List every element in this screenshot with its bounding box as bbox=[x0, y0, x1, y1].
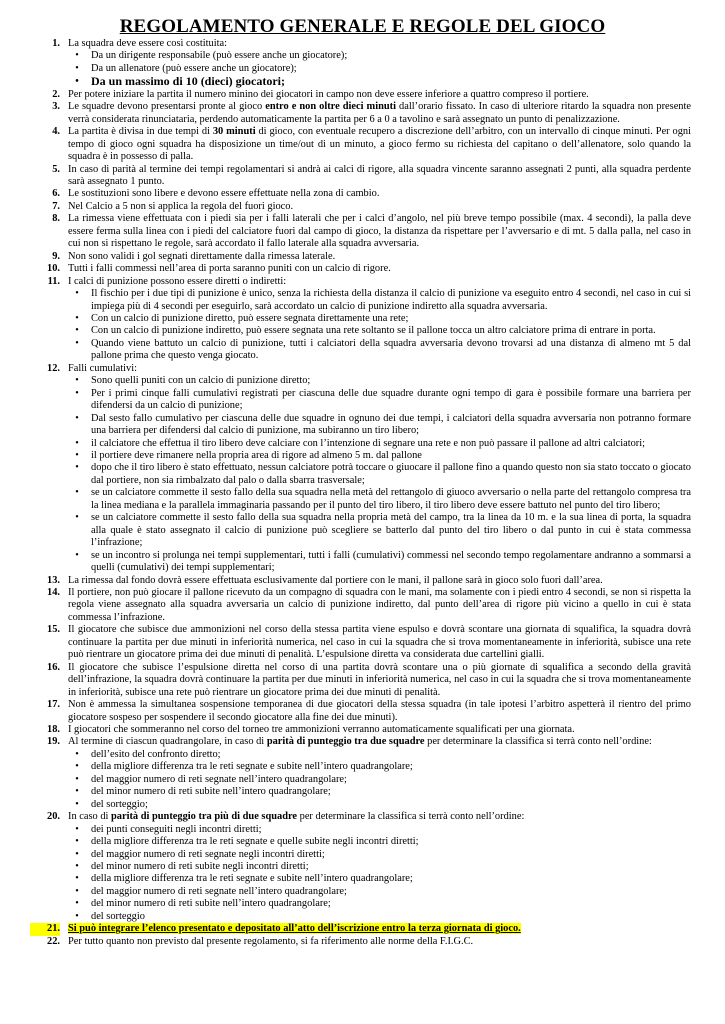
bullet-icon: • bbox=[75, 313, 79, 325]
bullet-text: dei punti conseguiti negli incontri diretti; bbox=[91, 823, 262, 835]
bullet-icon: • bbox=[75, 873, 79, 885]
rule-bullet-item bbox=[0, 886, 725, 898]
bullet-text: se un incontro si prolunga nei tempi supplementari, tutti i falli (cumulativi) commessi nel secondo tempo regolamentare andranno a sommarsi a quelli (cumulativi) dei tempi supplementari; bbox=[91, 549, 691, 574]
emphasis-text: parità di punteggio tra due squadre bbox=[266, 736, 425, 748]
bullet-text: del maggior numero di reti segnate nell’intero quadrangolare; bbox=[91, 773, 347, 785]
rule-bullet-item bbox=[0, 799, 725, 811]
bullet-text: se un calciatore commette il sesto fallo della sua squadra nella metà del rettangolo di giuoco avversario o nella parte del rettangolo compresa tra la linea mediana e la parallela immaginaria passando per il punto del tiro libero, il tiro libero deve essere battuto nel punto del tiro libero; bbox=[91, 487, 691, 511]
bullet-text: se un calciatore commette il sesto fallo della sua squadra nella propria metà del campo, tra la linea da 10 m. e la sua linea di porta, la squadra alla quale è stato assegnato il calcio di punizione può scegliere se batterlo dal punto del tiro libero o dal punto in cui è stata commessa l’infrazione; bbox=[91, 512, 691, 549]
rule-text: Il portiere, non può giocare il pallone ricevuto da un compagno di squadra con le mani, ma solamente con i piedi entro 4 secondi, se non si rispetta la regola viene assegnato alla squadra avversaria un calcio di punizione indiretto, dal punto dell’area di rigore più vicino a quello in cui è stata commessa l’infrazione. bbox=[68, 586, 691, 623]
bullet-text: del minor numero di reti subite nell’intero quadrangolare; bbox=[91, 898, 331, 910]
emphasis-text: parità di punteggio tra più di due squadre bbox=[111, 811, 298, 823]
bullet-icon: • bbox=[75, 387, 79, 399]
rule-number: 2. bbox=[52, 88, 60, 100]
rule-number: 15. bbox=[47, 624, 60, 636]
rule-bullet-item bbox=[0, 338, 725, 363]
rule-text: In caso di parità di punteggio tra più di due squadre per determinare la classifica si terrà conto nell’ordine: bbox=[68, 811, 525, 823]
rule-item bbox=[0, 101, 725, 126]
document-title: REGOLAMENTO GENERALE E REGOLE DEL GIOCO bbox=[119, 16, 606, 37]
bullet-text: Quando viene battuto un calcio di punizione, tutti i calciatori della squadra avversaria devono trovarsi ad una distanza di almeno mt 5 dal pallone prima che questo venga giocato. bbox=[91, 337, 691, 362]
bullet-icon: • bbox=[75, 487, 79, 499]
rule-item bbox=[0, 164, 725, 189]
rule-bullet-item bbox=[0, 75, 725, 89]
rule-text: La squadra deve essere così costituita: bbox=[68, 38, 227, 49]
rule-number: 22. bbox=[47, 935, 60, 947]
bullet-icon: • bbox=[75, 860, 79, 872]
rule-number: 20. bbox=[47, 811, 60, 823]
bullet-icon: • bbox=[75, 412, 79, 424]
bullet-icon: • bbox=[75, 512, 79, 524]
bullet-icon: • bbox=[75, 288, 79, 300]
rule-number: 19. bbox=[47, 736, 60, 748]
rule-text: La partita è divisa in due tempi di 30 minuti di gioco, con eventuale recupero a discrezione dell’arbitro, con un intervallo di cinque minuti. Per ogni tempo di gioco ogni squadra ha disposizione un time/out di un minuto, a gioco fermo su richiesta del capitano o dell’allenatore, solo quando la squadra è in possesso di palla. bbox=[68, 126, 692, 163]
bullet-icon: • bbox=[75, 450, 79, 461]
bullet-text: Sono quelli puniti con un calcio di punizione diretto; bbox=[91, 375, 311, 387]
rule-item bbox=[0, 936, 725, 948]
rule-bullet-item bbox=[0, 898, 725, 910]
bullet-icon: • bbox=[75, 786, 79, 798]
bullet-icon: • bbox=[75, 910, 79, 922]
bullet-icon: • bbox=[75, 798, 79, 810]
rule-text: Al termine di ciascun quadrangolare, in caso di parità di punteggio tra due squadre per determinare la classifica si terrà conto nell’ordine: bbox=[68, 736, 652, 748]
rule-item bbox=[0, 923, 725, 935]
rule-bullet-item bbox=[0, 786, 725, 798]
bullet-text: Dal sesto fallo cumulativo per ciascuna delle due squadre in ognuno dei due tempi, i calciatori della squadra avversaria non potranno formare una barriera per difendersi dal calcio di punizione, ma subiranno un tiro libero; bbox=[91, 412, 691, 437]
rule-text: Si può integrare l’elenco presentato e depositato all’atto dell’iscrizione entro la terza giornata di gioco. bbox=[68, 923, 521, 935]
bullet-text: il calciatore che effettua il tiro libero deve calciare con l’intenzione di segnare una rete e non può passare il pallone ad altri calciatori; bbox=[91, 437, 646, 449]
bullet-icon: • bbox=[75, 462, 79, 474]
rule-bullet-item bbox=[0, 550, 725, 575]
rule-item bbox=[0, 587, 725, 624]
rule-bullet-item bbox=[0, 873, 725, 885]
bullet-icon: • bbox=[75, 773, 79, 785]
rule-item bbox=[0, 662, 725, 699]
rule-text: I giocatori che sommeranno nel corso del torneo tre ammonizioni verranno automaticamente squalificati per una giornata. bbox=[68, 723, 575, 735]
bullet-icon: • bbox=[75, 337, 79, 349]
bullet-text: Con un calcio di punizione indiretto, può essere segnata una rete soltanto se il pallone tocca un altro calciatore prima di entrare in porta. bbox=[91, 325, 656, 337]
rule-number: 1. bbox=[52, 38, 60, 49]
rule-item bbox=[0, 213, 725, 250]
bullet-text: dopo che il tiro libero è stato effettuato, nessun calciatore potrà toccare o giuocare il pallone fino a quando questo non sia stato toccato o giocato dal portiere, non sia rimbalzato dal palo o dalla sbarra trasversale; bbox=[91, 462, 691, 486]
rule-item bbox=[0, 201, 725, 213]
rule-number: 11. bbox=[47, 275, 60, 287]
bullet-text: Da un massimo di 10 (dieci) giocatori; bbox=[91, 74, 285, 89]
rule-item bbox=[0, 89, 725, 101]
bullet-icon: • bbox=[75, 375, 79, 387]
emphasis-text: entro e non oltre dieci minuti bbox=[265, 101, 396, 113]
rule-number: 8. bbox=[52, 213, 60, 225]
rule-number: 3. bbox=[52, 101, 60, 113]
rule-text: Le sostituzioni sono libere e devono essere effettuate nella zona di cambio. bbox=[68, 188, 380, 200]
rule-bullet-item bbox=[0, 749, 725, 761]
rule-bullet-item bbox=[0, 325, 725, 337]
bullet-icon: • bbox=[75, 50, 79, 62]
bullet-icon: • bbox=[75, 898, 79, 910]
bullet-icon: • bbox=[75, 748, 79, 760]
bullet-text: della migliore differenza tra le reti segnate e quelle subite negli incontri diretti; bbox=[91, 836, 419, 848]
bullet-text: Da un dirigente responsabile (può essere anche un giocatore); bbox=[91, 50, 348, 62]
bullet-icon: • bbox=[75, 549, 79, 561]
rule-item bbox=[0, 126, 725, 163]
rule-text: La rimessa dal fondo dovrà essere effettuata esclusivamente dal portiere con le mani, il pallone sarà in gioco solo fuori dall’area. bbox=[68, 574, 603, 586]
rule-bullet-item bbox=[0, 761, 725, 773]
rule-item bbox=[0, 363, 725, 375]
rule-number: 9. bbox=[52, 250, 60, 262]
bullet-icon: • bbox=[75, 761, 79, 773]
rule-item bbox=[0, 263, 725, 275]
bullet-text: del maggior numero di reti segnate negli incontri diretti; bbox=[91, 848, 325, 860]
bullet-icon: • bbox=[75, 848, 79, 860]
rule-item bbox=[0, 38, 725, 50]
rule-bullet-item bbox=[0, 375, 725, 387]
rule-item bbox=[0, 699, 725, 724]
bullet-icon: • bbox=[75, 62, 79, 74]
bullet-text: Con un calcio di punizione diretto, può essere segnata direttamente una rete; bbox=[91, 313, 409, 325]
rule-item bbox=[0, 276, 725, 288]
bullet-text: del minor numero di reti subite nell’intero quadrangolare; bbox=[91, 786, 331, 798]
bullet-icon: • bbox=[75, 823, 79, 835]
rule-item bbox=[0, 724, 725, 736]
rule-item bbox=[0, 736, 725, 748]
rule-text: Tutti i falli commessi nell’area di porta saranno puniti con un calcio di rigore. bbox=[68, 263, 391, 275]
rule-number: 7. bbox=[52, 200, 60, 212]
rule-number: 13. bbox=[47, 574, 60, 586]
rule-item bbox=[0, 575, 725, 587]
rule-number: 6. bbox=[52, 188, 60, 200]
rule-text: Il giocatore che subisce l’espulsione diretta nel corso di una partita dovrà scontare una o più giornate di squalifica a secondo della gravità dell’infrazione, la squadra dovrà continuare la partita per due minuti in inferiorità numerica, nel caso in cui la squadra che si trova momentaneamente in inferiorità, subisce una rete può rientrare un giocatore prima dei due minuti di penalità. bbox=[68, 661, 691, 698]
rule-number: 5. bbox=[52, 163, 60, 175]
bullet-icon: • bbox=[75, 836, 79, 848]
rule-item bbox=[0, 251, 725, 263]
bullet-text: del sorteggio; bbox=[91, 798, 148, 810]
rule-number: 4. bbox=[52, 126, 60, 138]
bullet-text: Il fischio per i due tipi di punizione è unico, senza la richiesta della distanza il calcio di punizione va eseguito entro 4 secondi, nel caso in cui si impiega più di 4 secondi per eseguirlo, sarà accordato un calcio di punizione indiretto alla squadra avversaria. bbox=[91, 288, 691, 312]
rule-text: Il giocatore che subisce due ammonizioni nel corso della stessa partita viene espulso e dovrà scontare una giornata di squalifica, la squadra dovrà continuare la partita per due minuti in inferiorità numerica, nel caso in cui la squadra che si trova momentaneamente in inferiorità, subisce una rete può rientrare un giocatore prima dei due minuti di penalità. L’espulsione diretta va considerata due cartellini gialli. bbox=[68, 624, 691, 661]
rule-text: Per potere iniziare la partita il numero minino dei giocatori in campo non deve essere inferiore a quattro compreso il portiere. bbox=[68, 88, 589, 100]
rule-number: 17. bbox=[47, 699, 60, 711]
bullet-text: del maggior numero di reti segnate nell’intero quadrangolare; bbox=[91, 885, 347, 897]
rule-item bbox=[0, 811, 725, 823]
rule-bullet-item bbox=[0, 861, 725, 873]
rule-text: Nel Calcio a 5 non si applica la regola del fuori gioco. bbox=[68, 200, 294, 212]
rule-bullet-item bbox=[0, 911, 725, 923]
rule-text: Non è ammessa la simultanea sospensione temporanea di due giocatori della stessa squadra (in tale ipotesi l’arbitro aspetterà il rientro del primo giocatore sospeso per sospendere il secondo giocatore alla fine dei due minuti). bbox=[68, 699, 691, 723]
bullet-text: Da un allenatore (può essere anche un giocatore); bbox=[91, 62, 297, 74]
rule-bullet-item bbox=[0, 50, 725, 62]
bullet-text: della migliore differenza tra le reti segnate e subite nell’intero quadrangolare; bbox=[91, 873, 413, 885]
rule-text: In caso di parità al termine dei tempi regolamentari si andrà ai calci di rigore, alla squadra vincente saranno assegnati 2 punti, alla squadra perdente sarà assegnato 1 punto. bbox=[68, 163, 691, 188]
bullet-icon: • bbox=[75, 437, 79, 449]
rule-item bbox=[0, 624, 725, 661]
rule-text: La rimessa viene effettuata con i piedi sia per i falli laterali che per i calci d’angolo, nel più breve tempo possibile (max. 4 secondi), la palla deve essere ferma sulla linea con i piedi del calciatore fuori dal campo di gioco, la distanza da rispettare per l’avversario e di mt. 5 dalla palla, nel caso in cui non si rispettano le regole, sarà accordato il fallo laterale alla squadra avversaria. bbox=[68, 213, 691, 250]
bullet-text: il portiere deve rimanere nella propria area di rigore ad almeno 5 m. dal pallone bbox=[91, 450, 422, 461]
bullet-text: del sorteggio bbox=[91, 910, 145, 922]
rule-number: 10. bbox=[47, 263, 60, 275]
bullet-icon: • bbox=[75, 325, 79, 337]
rule-text: Non sono validi i gol segnati direttamente dalla rimessa laterale. bbox=[68, 250, 336, 262]
emphasis-text: 30 minuti bbox=[212, 126, 256, 138]
rule-text: Falli cumulativi: bbox=[68, 362, 137, 374]
bullet-text: del minor numero di reti subite negli incontri diretti; bbox=[91, 860, 309, 872]
rule-bullet-item bbox=[0, 413, 725, 438]
rule-bullet-item bbox=[0, 450, 725, 462]
bullet-icon: • bbox=[75, 76, 79, 88]
rule-number: 18. bbox=[47, 723, 60, 735]
bullet-text: Per i primi cinque falli cumulativi registrati per ciascuna delle due squadre durante ogni tempo di gara è possibile formare una barriera per difendersi da un calcio di punizione; bbox=[91, 387, 691, 412]
rule-number: 12. bbox=[47, 362, 60, 374]
bullet-icon: • bbox=[75, 885, 79, 897]
rule-bullet-item bbox=[0, 836, 725, 848]
rule-item bbox=[0, 188, 725, 200]
rule-text: I calci di punizione possono essere diretti o indiretti: bbox=[68, 275, 287, 287]
rule-number: 21. bbox=[30, 923, 60, 935]
rule-bullet-item bbox=[0, 438, 725, 450]
rule-bullet-item bbox=[0, 288, 725, 313]
rule-bullet-item bbox=[0, 462, 725, 487]
rule-number: 16. bbox=[47, 661, 60, 673]
rule-bullet-item bbox=[0, 824, 725, 836]
rule-bullet-item bbox=[0, 849, 725, 861]
rule-number: 14. bbox=[47, 586, 60, 598]
rule-text: Per tutto quanto non previsto dal presente regolamento, si fa riferimento alle norme della F.I.G.C. bbox=[68, 935, 474, 947]
rule-bullet-item bbox=[0, 512, 725, 549]
rule-bullet-item bbox=[0, 388, 725, 413]
rule-bullet-item bbox=[0, 774, 725, 786]
rules-list bbox=[0, 38, 725, 948]
rule-bullet-item bbox=[0, 313, 725, 325]
bullet-text: della migliore differenza tra le reti segnate e subite nell’intero quadrangolare; bbox=[91, 761, 413, 773]
rule-text: Le squadre devono presentarsi pronte al gioco entro e non oltre dieci minuti dall’orario fissato. In caso di ulteriore ritardo la squadra non presente verrà considerata rinunciataria, perdendo automaticamente la partita per 6 a 0 a tavolino e sarà assegnato un punto di penalizzazione. bbox=[68, 101, 692, 125]
rule-bullet-item bbox=[0, 487, 725, 512]
bullet-text: dell’esito del confronto diretto; bbox=[91, 748, 221, 760]
